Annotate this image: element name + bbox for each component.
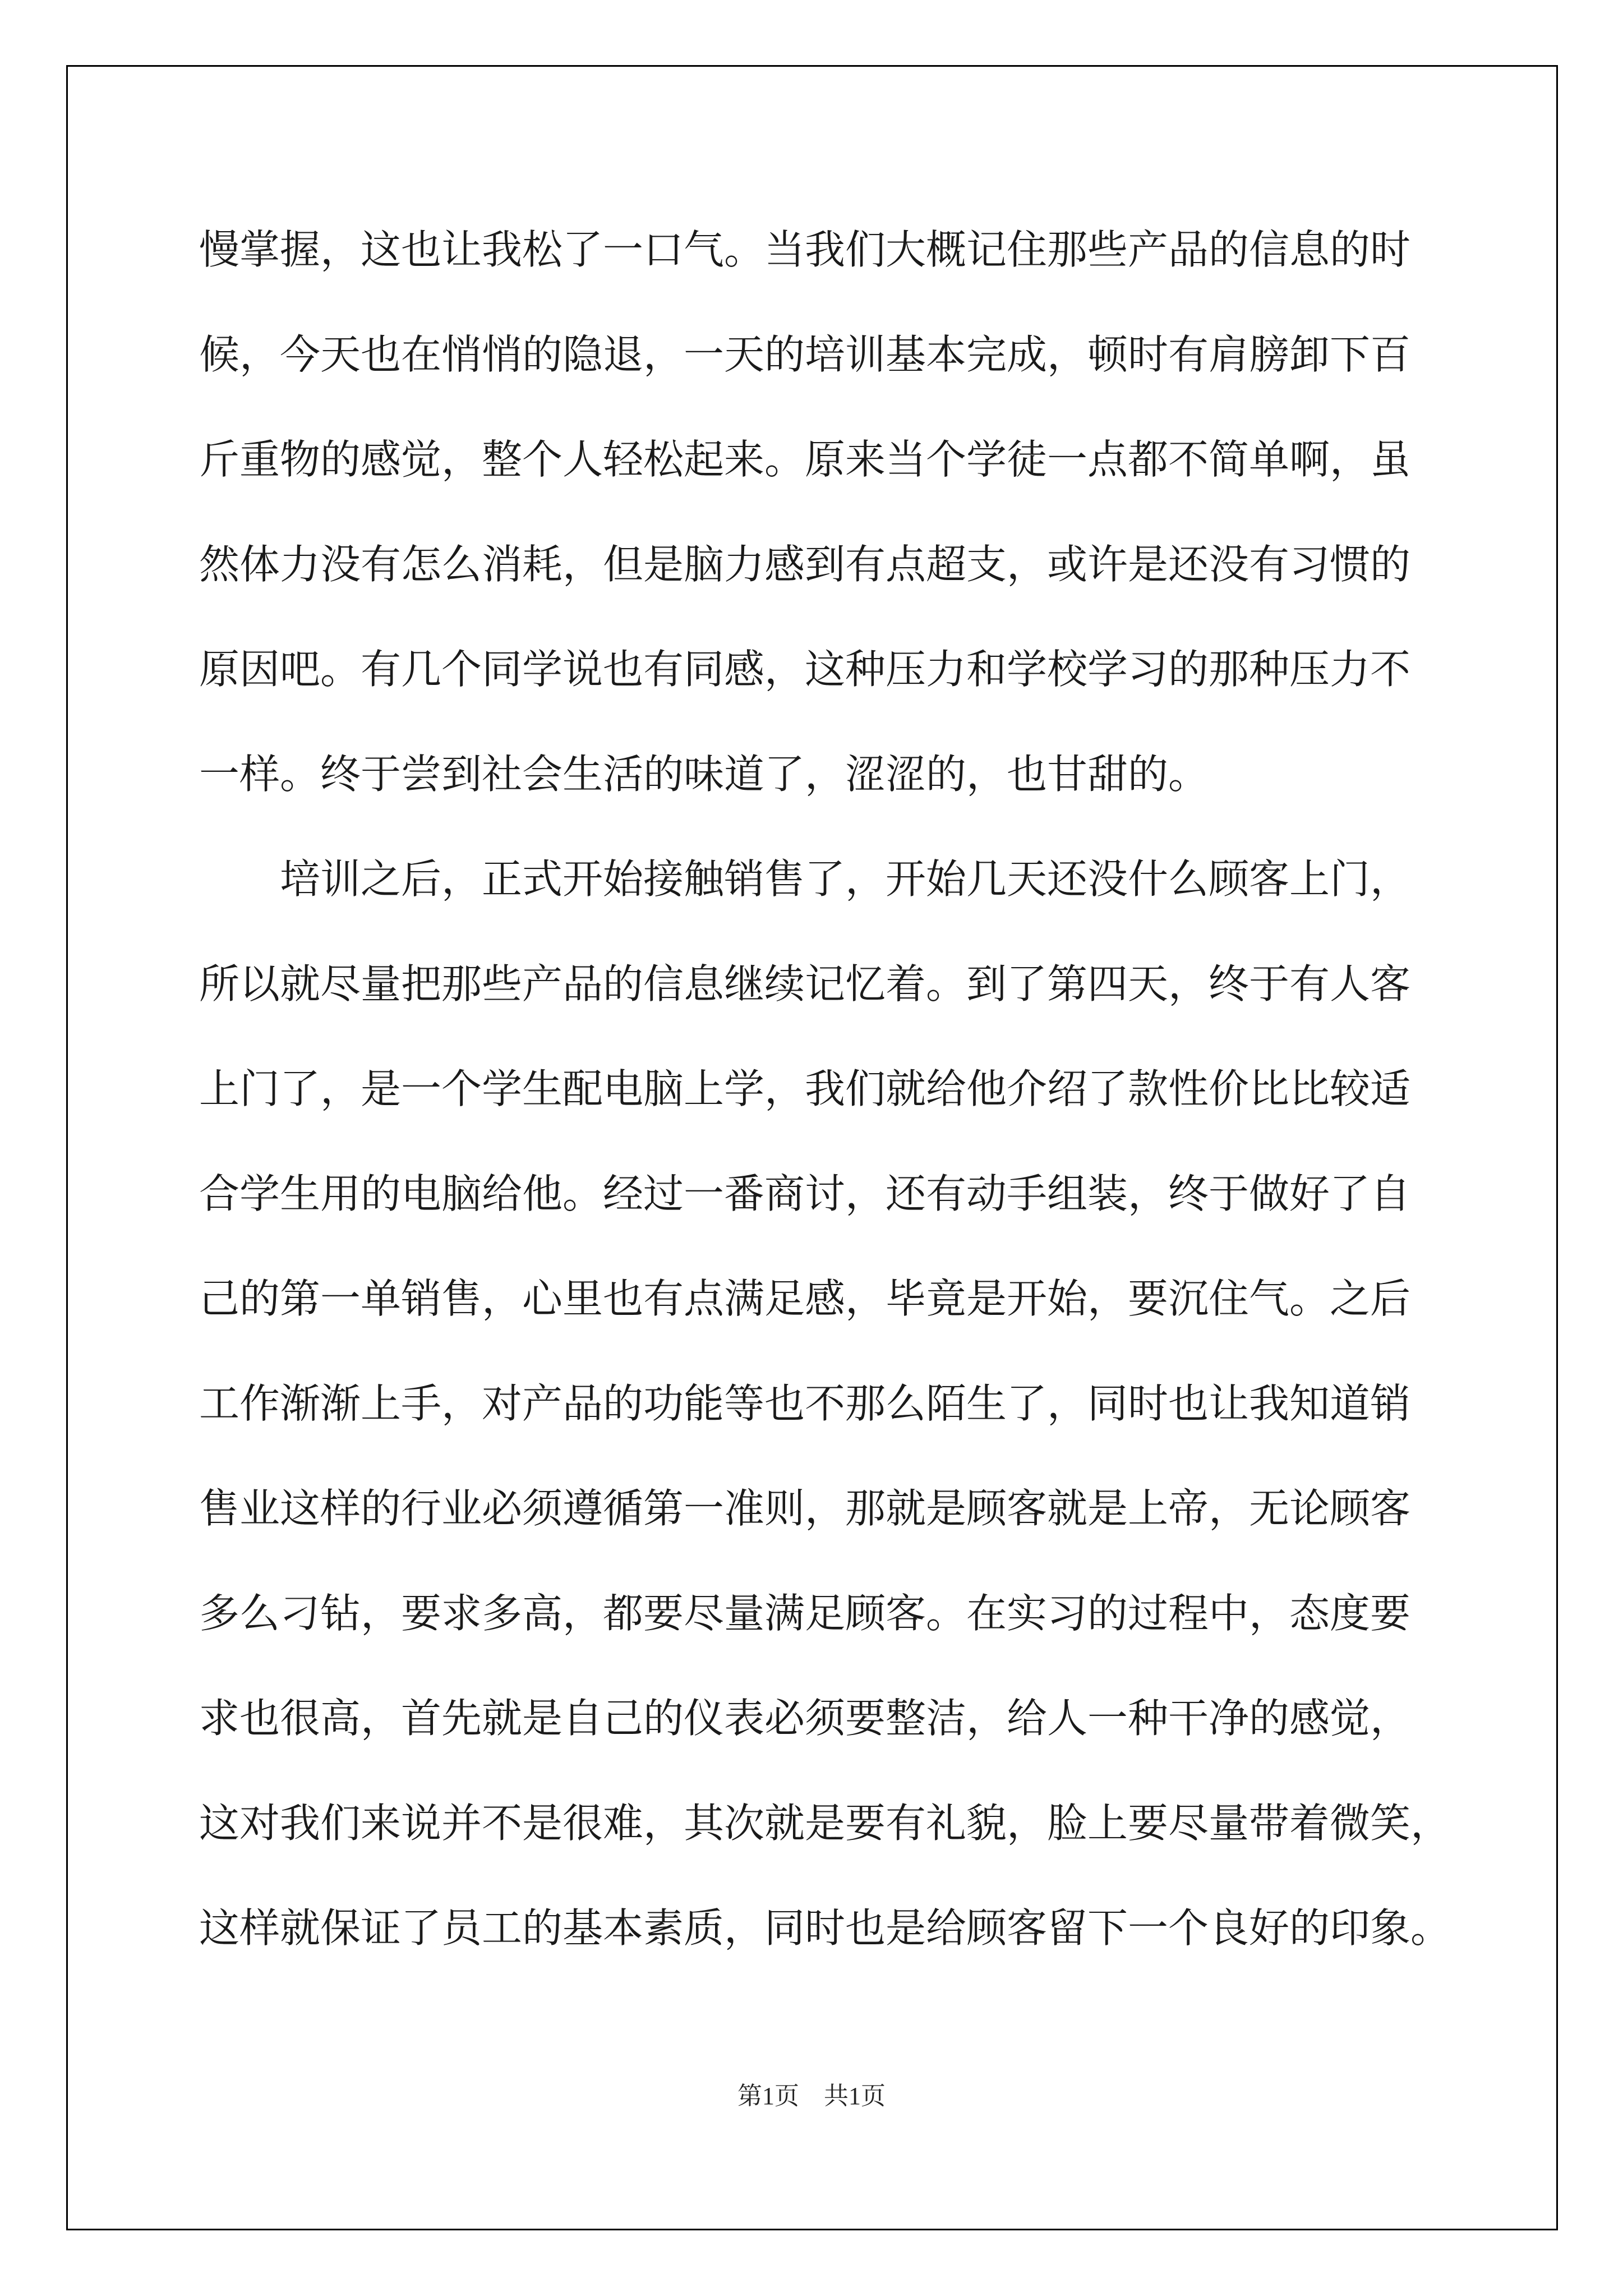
text-line: 合学生用的电脑给他。经过一番商讨，还有动手组装，终于做好了自 bbox=[199, 1170, 1411, 1217]
text-line: 上门了，是一个学生配电脑上学，我们就给他介绍了款性价比比较适 bbox=[199, 1065, 1411, 1112]
text-line: 候，今天也在悄悄的隐退，一天的培训基本完成，顿时有肩膀卸下百 bbox=[199, 331, 1411, 378]
text-line: 所以就尽量把那些产品的信息继续记忆着。到了第四天，终于有人客 bbox=[199, 960, 1411, 1007]
text-line: 己的第一单销售，心里也有点满足感，毕竟是开始，要沉住气。之后 bbox=[199, 1275, 1411, 1322]
text-line: 工作渐渐上手，对产品的功能等也不那么陌生了，同时也让我知道销 bbox=[199, 1380, 1411, 1427]
text-line: 这对我们来说并不是很难，其次就是要有礼貌，脸上要尽量带着微笑， bbox=[199, 1800, 1451, 1847]
document-body bbox=[199, 222, 1451, 2005]
page-number-footer: 第1页 共1页 bbox=[737, 2082, 886, 2110]
text-line: 一样。终于尝到社会生活的味道了，涩涩的，也甘甜的。 bbox=[199, 751, 1209, 798]
text-line: 售业这样的行业必须遵循第一准则，那就是顾客就是上帝，无论顾客 bbox=[199, 1485, 1411, 1532]
text-line: 求也很高，首先就是自己的仪表必须要整洁，给人一种干净的感觉， bbox=[199, 1695, 1411, 1742]
text-line: 培训之后，正式开始接触销售了，开始几天还没什么顾客上门， bbox=[199, 855, 1411, 903]
text-line: 斤重物的感觉，整个人轻松起来。原来当个学徒一点都不简单啊，虽 bbox=[199, 436, 1411, 483]
text-line: 原因吧。有几个同学说也有同感，这种压力和学校学习的那种压力不 bbox=[199, 646, 1411, 693]
text-line: 这样就保证了员工的基本素质，同时也是给顾客留下一个良好的印象。 bbox=[199, 1904, 1451, 1952]
text-line: 慢掌握，这也让我松了一口气。当我们大概记住那些产品的信息的时 bbox=[199, 226, 1411, 273]
text-line: 多么刁钻，要求多高，都要尽量满足顾客。在实习的过程中，态度要 bbox=[199, 1590, 1411, 1637]
text-line: 然体力没有怎么消耗，但是脑力感到有点超支，或许是还没有习惯的 bbox=[199, 541, 1411, 588]
